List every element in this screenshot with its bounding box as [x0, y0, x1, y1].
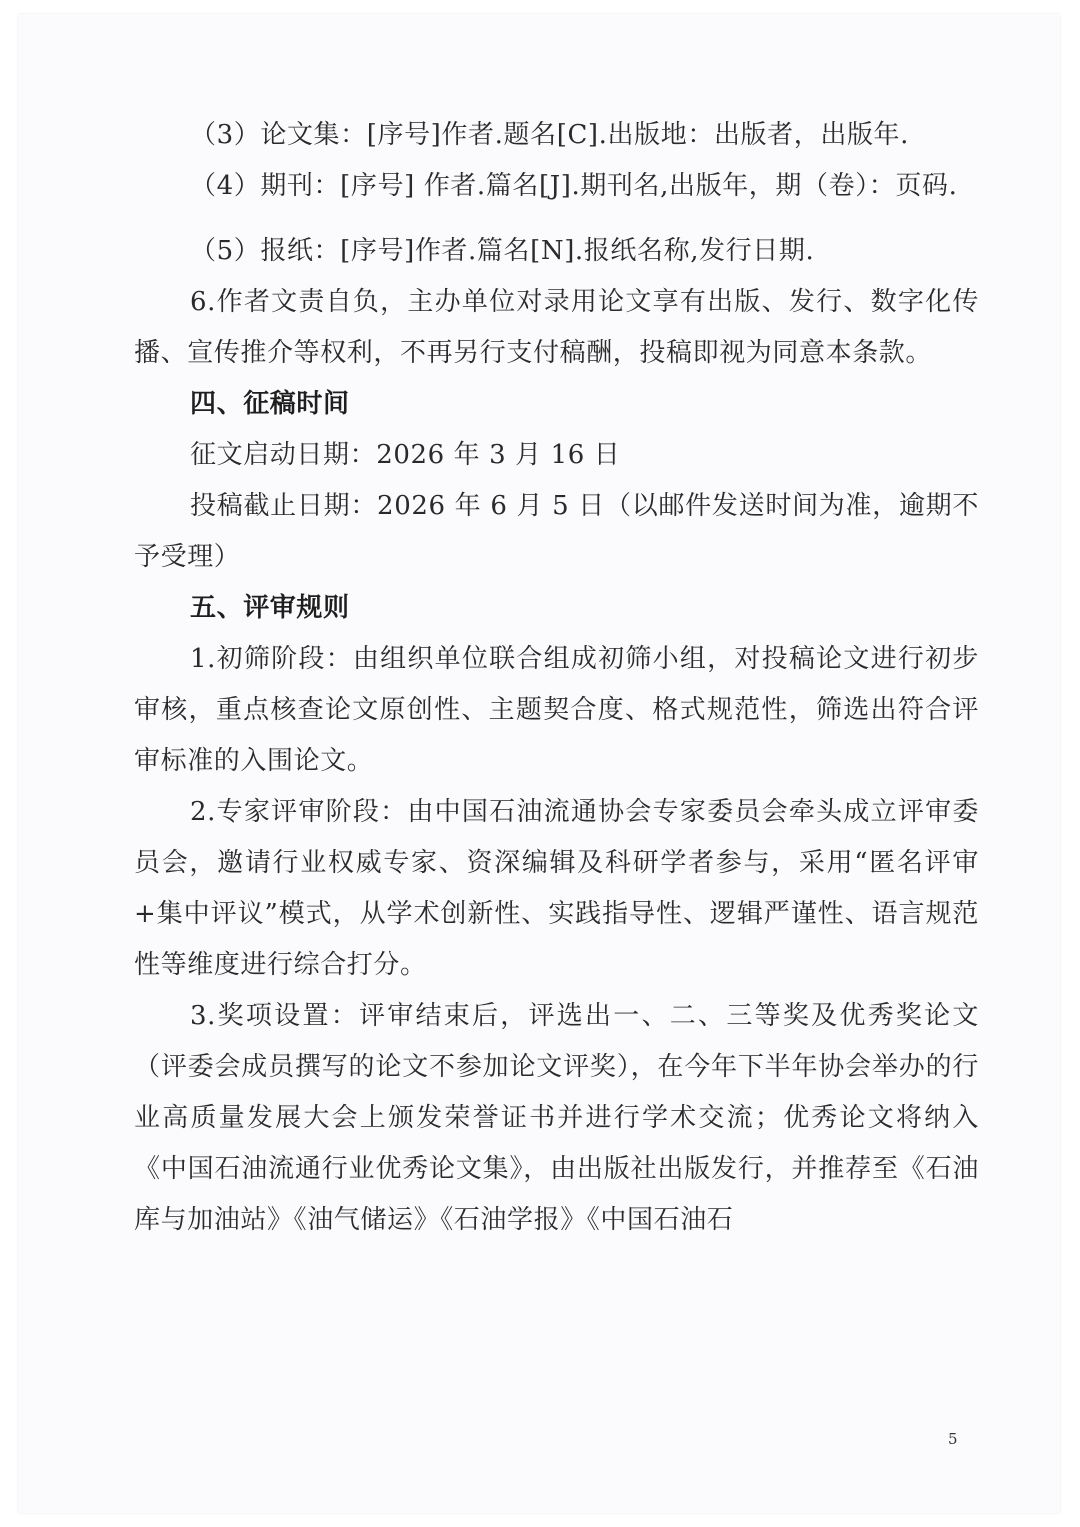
body-paragraph: （4）期刊：[序号] 作者.篇名[J].期刊名,出版年，期（卷）：页码. [190, 171, 958, 201]
page-number: 5 [948, 1430, 958, 1448]
section-heading: 五、评审规则 [190, 593, 350, 623]
body-paragraph: 3.奖项设置：评审结束后，评选出一、二、三等奖及优秀奖论文（评委会成员撰写的论文不参加论文评奖），在今年下半年协会举办的行业高质量发展大会上颁发荣誉证书并进行学术交流；优秀论文将纳入《中国石油流通行业优秀论文集》，由出版社出版发行，并推荐至《石油库与加油站》《油气储运》《石油学报》《中国石油石 [134, 1001, 979, 1235]
document-page [18, 14, 1060, 1513]
body-paragraph: 6.作者文责自负，主办单位对录用论文享有出版、发行、数字化传播、宣传推介等权利，不再另行支付稿酬，投稿即视为同意本条款。 [134, 287, 979, 368]
body-paragraph: （3）论文集：[序号]作者.题名[C].出版地：出版者，出版年. [190, 120, 910, 150]
body-paragraph: 2.专家评审阶段：由中国石油流通协会专家委员会牵头成立评审委员会，邀请行业权威专家、资深编辑及科研学者参与，采用“匿名评审+集中评议”模式，从学术创新性、实践指导性、逻辑严谨性、语言规范性等维度进行综合打分。 [134, 797, 979, 980]
document-body [134, 110, 979, 1246]
section-heading: 四、征稿时间 [190, 389, 350, 419]
body-paragraph: （5）报纸：[序号]作者.篇名[N].报纸名称,发行日期. [190, 236, 815, 266]
body-paragraph: 征文启动日期：2026 年 3 月 16 日 [190, 440, 621, 470]
body-paragraph: 1.初筛阶段：由组织单位联合组成初筛小组，对投稿论文进行初步审核，重点核查论文原创性、主题契合度、格式规范性，筛选出符合评审标准的入围论文。 [134, 644, 979, 776]
body-paragraph: 投稿截止日期：2026 年 6 月 5 日（以邮件发送时间为准，逾期不予受理） [134, 491, 979, 572]
